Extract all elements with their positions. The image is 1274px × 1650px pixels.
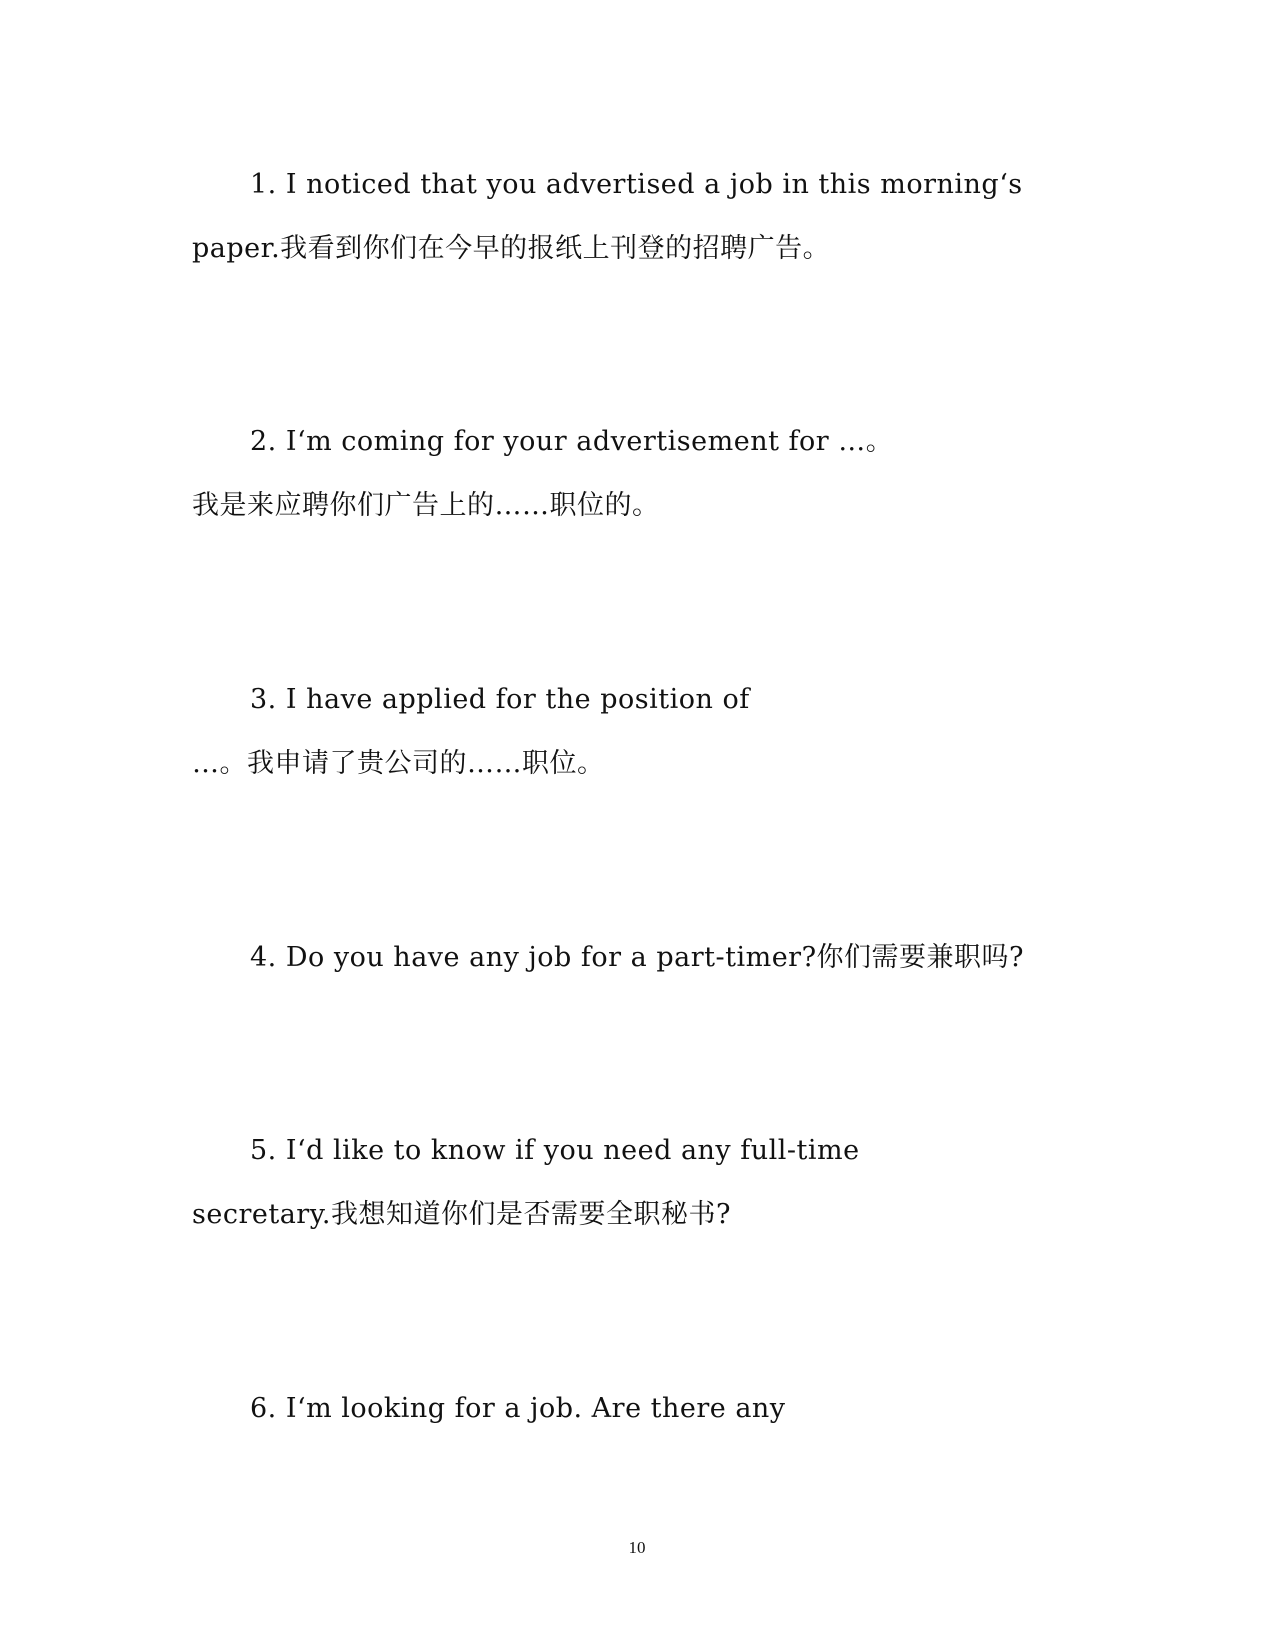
paragraph-5-line-2: secretary.我想知道你们是否需要全职秘书? — [192, 1199, 731, 1230]
paragraph-3-line-2: …。我申请了贵公司的……职位。 — [192, 748, 605, 779]
paragraph-1-line-1: 1. I noticed that you advertised a job in this morning‘s — [250, 169, 1023, 200]
paragraph-5-line-1: 5. I‘d like to know if you need any full-time — [250, 1135, 860, 1166]
paragraph-6-line-1: 6. I‘m looking for a job. Are there any — [250, 1393, 786, 1424]
paragraph-1-line-2: paper.我看到你们在今早的报纸上刊登的招聘广告。 — [192, 233, 831, 264]
page-number: 10 — [628, 1538, 646, 1557]
paragraph-4-line-1: 4. Do you have any job for a part-timer?你们需要兼职吗? — [250, 942, 1025, 973]
paragraph-2-line-1: 2. I‘m coming for your advertisement for …。 — [250, 426, 894, 457]
paragraph-2-line-2: 我是来应聘你们广告上的……职位的。 — [192, 490, 660, 521]
paragraph-3-line-1: 3. I have applied for the position of — [250, 684, 750, 715]
